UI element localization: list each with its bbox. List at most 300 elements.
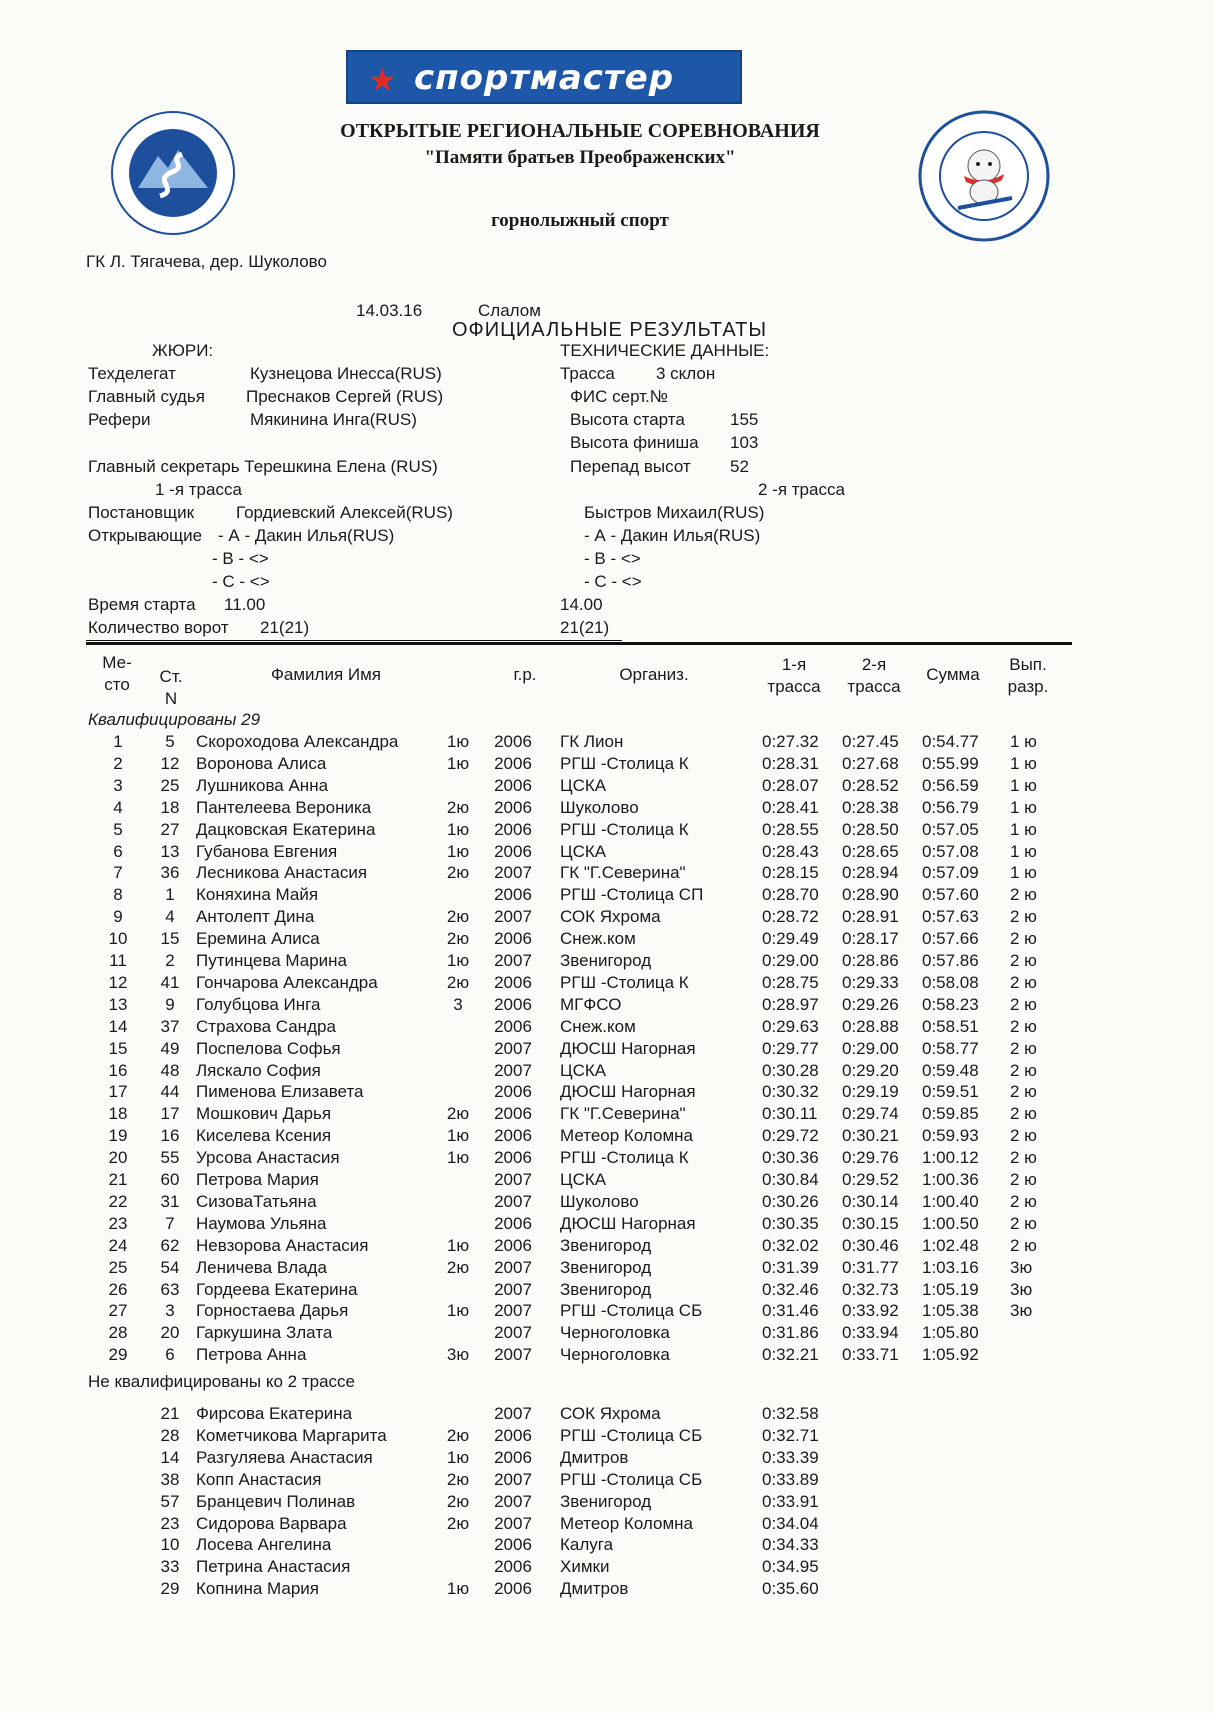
cell-run1: 0:29.49 bbox=[762, 929, 819, 948]
cell-total: 0:57.63 bbox=[922, 907, 979, 926]
cell-club: Звенигород bbox=[560, 1236, 652, 1255]
cell-name: Гончарова Александра bbox=[196, 973, 378, 992]
cell-yob: 2006 bbox=[494, 929, 532, 948]
star-icon: ★ bbox=[368, 62, 397, 98]
cell-total: 0:56.59 bbox=[922, 776, 979, 795]
cell-bib: 12 bbox=[160, 754, 180, 773]
fis-label: ФИС серт.№ bbox=[570, 387, 669, 406]
cell-category: 1ю bbox=[446, 951, 470, 970]
cell-name: Мошкович Дарья bbox=[196, 1104, 332, 1123]
cell-total: 1:05.80 bbox=[922, 1323, 979, 1342]
cell-rank: 2 ю bbox=[1010, 1236, 1037, 1255]
cell-category: 3ю bbox=[446, 1345, 470, 1364]
cell-yob: 2007 bbox=[494, 1514, 532, 1533]
cell-category: 1ю bbox=[446, 732, 470, 751]
cell-club: ГК Лион bbox=[560, 732, 624, 751]
cell-bib: 20 bbox=[160, 1323, 180, 1342]
cell-category: 1ю bbox=[446, 1236, 470, 1255]
cell-name: Поспелова Софья bbox=[196, 1039, 341, 1058]
cell-total: 0:59.48 bbox=[922, 1061, 979, 1080]
cell-total: 0:57.66 bbox=[922, 929, 979, 948]
cell-run1: 0:29.00 bbox=[762, 951, 819, 970]
cell-name: Антолепт Дина bbox=[196, 907, 315, 926]
cell-yob: 2006 bbox=[494, 1214, 532, 1233]
cell-club: Черноголовка bbox=[560, 1345, 670, 1364]
cell-total: 1:00.40 bbox=[922, 1192, 979, 1211]
cell-rank: 2 ю bbox=[1010, 907, 1037, 926]
cell-category: 2ю bbox=[446, 1426, 470, 1445]
cell-category: 1ю bbox=[446, 820, 470, 839]
run2-forerunner-b: - В - <> bbox=[584, 549, 641, 568]
cell-total: 0:58.08 bbox=[922, 973, 979, 992]
run2-forerunner-c: - С - <> bbox=[584, 572, 642, 591]
cell-bib: 13 bbox=[160, 842, 180, 861]
run2-start-time: 14.00 bbox=[560, 595, 603, 614]
club-logo bbox=[918, 110, 1050, 242]
cell-yob: 2006 bbox=[494, 1236, 532, 1255]
cell-place: 15 bbox=[108, 1039, 128, 1058]
cell-total: 1:02.48 bbox=[922, 1236, 979, 1255]
cell-run1: 0:30.11 bbox=[762, 1104, 818, 1123]
cell-run1: 0:33.91 bbox=[762, 1492, 819, 1511]
cell-run1: 0:34.33 bbox=[762, 1535, 819, 1554]
cell-run2: 0:27.45 bbox=[842, 732, 899, 751]
cell-rank: 1 ю bbox=[1010, 820, 1037, 839]
cell-yob: 2007 bbox=[494, 863, 532, 882]
cell-run2: 0:29.26 bbox=[842, 995, 899, 1014]
cell-total: 0:57.86 bbox=[922, 951, 979, 970]
cell-rank: 2 ю bbox=[1010, 995, 1037, 1014]
cell-club: Черноголовка bbox=[560, 1323, 670, 1342]
cell-rank: 2 ю bbox=[1010, 1214, 1037, 1233]
cell-club: ГК "Г.Северина" bbox=[560, 1104, 686, 1123]
cell-club: Метеор Коломна bbox=[560, 1514, 694, 1533]
cell-yob: 2006 bbox=[494, 973, 532, 992]
cell-category: 2ю bbox=[446, 1470, 470, 1489]
cell-rank: 2 ю bbox=[1010, 1082, 1037, 1101]
cell-category: 1ю bbox=[446, 842, 470, 861]
cell-club: РГШ -Столица К bbox=[560, 820, 689, 839]
cell-name: Урсова Анастасия bbox=[196, 1148, 340, 1167]
cell-yob: 2006 bbox=[494, 798, 532, 817]
cell-total: 1:00.12 bbox=[922, 1148, 979, 1167]
cell-category: 3 bbox=[453, 995, 463, 1014]
cell-run1: 0:28.15 bbox=[762, 863, 819, 882]
cell-name: Путинцева Марина bbox=[196, 951, 348, 970]
vertical-drop-label: Перепад высот bbox=[570, 457, 691, 476]
cell-run2: 0:29.00 bbox=[842, 1039, 899, 1058]
col-place-header: Ме- сто bbox=[102, 653, 132, 694]
cell-club: Дмитров bbox=[560, 1579, 629, 1598]
cell-run1: 0:34.04 bbox=[762, 1514, 819, 1533]
cell-rank: 3ю bbox=[1010, 1301, 1033, 1320]
cell-run2: 0:31.77 bbox=[842, 1258, 899, 1277]
track-label: Трасса bbox=[560, 364, 615, 383]
cell-club: МГФСО bbox=[560, 995, 622, 1014]
jury-role: Рефери bbox=[88, 410, 151, 429]
cell-name: Фирсова Екатерина bbox=[196, 1404, 353, 1423]
cell-bib: 38 bbox=[160, 1470, 180, 1489]
jury-role: Главный судья bbox=[88, 387, 205, 406]
sport-name: горнолыжный спорт bbox=[491, 210, 669, 231]
discipline: Слалом bbox=[478, 301, 541, 320]
cell-run2: 0:28.94 bbox=[842, 863, 899, 882]
cell-rank: 1 ю bbox=[1010, 754, 1037, 773]
cell-club: ЦСКА bbox=[560, 776, 607, 795]
col-yob-header: г.р. bbox=[513, 665, 537, 684]
cell-category: 2ю bbox=[446, 907, 470, 926]
cell-total: 1:05.38 bbox=[922, 1301, 979, 1320]
cell-category: 2ю bbox=[446, 798, 470, 817]
cell-run2: 0:28.38 bbox=[842, 798, 899, 817]
cell-run1: 0:27.32 bbox=[762, 732, 819, 751]
cell-total: 0:59.85 bbox=[922, 1104, 979, 1123]
cell-name: Кометчикова Маргарита bbox=[196, 1426, 387, 1445]
cell-run1: 0:32.71 bbox=[762, 1426, 819, 1445]
cell-bib: 16 bbox=[160, 1126, 180, 1145]
cell-category: 1ю bbox=[446, 1148, 470, 1167]
cell-category: 2ю bbox=[446, 973, 470, 992]
cell-total: 1:00.50 bbox=[922, 1214, 979, 1233]
cell-run1: 0:28.75 bbox=[762, 973, 819, 992]
cell-name: Невзорова Анастасия bbox=[196, 1236, 369, 1255]
cell-bib: 49 bbox=[160, 1039, 180, 1058]
cell-run1: 0:33.89 bbox=[762, 1470, 819, 1489]
cell-bib: 60 bbox=[160, 1170, 180, 1189]
cell-bib: 2 bbox=[165, 951, 175, 970]
cell-yob: 2007 bbox=[494, 907, 532, 926]
cell-bib: 28 bbox=[160, 1426, 180, 1445]
cell-rank: 2 ю bbox=[1010, 1126, 1037, 1145]
cell-category: 2ю bbox=[446, 1104, 470, 1123]
cell-run2: 0:29.76 bbox=[842, 1148, 899, 1167]
cell-place: 26 bbox=[108, 1280, 128, 1299]
cell-run1: 0:32.21 bbox=[762, 1345, 819, 1364]
cell-run1: 0:32.02 bbox=[762, 1236, 819, 1255]
cell-place: 29 bbox=[108, 1345, 128, 1364]
cell-run2: 0:30.21 bbox=[842, 1126, 899, 1145]
cell-yob: 2006 bbox=[494, 885, 532, 904]
cell-yob: 2006 bbox=[494, 1448, 532, 1467]
cell-total: 1:05.92 bbox=[922, 1345, 979, 1364]
cell-club: РГШ -Столица К bbox=[560, 1148, 689, 1167]
cell-rank: 2 ю bbox=[1010, 1148, 1037, 1167]
cell-yob: 2007 bbox=[494, 1170, 532, 1189]
cell-place: 9 bbox=[113, 907, 123, 926]
cell-place: 22 bbox=[108, 1192, 128, 1211]
cell-category: 1ю bbox=[446, 1301, 470, 1320]
cell-run2: 0:29.33 bbox=[842, 973, 899, 992]
cell-total: 0:57.08 bbox=[922, 842, 979, 861]
start-time-label: Время старта bbox=[88, 595, 196, 614]
cell-rank: 2 ю bbox=[1010, 1104, 1037, 1123]
cell-run2: 0:33.92 bbox=[842, 1301, 899, 1320]
cell-club: ДЮСШ Нагорная bbox=[560, 1039, 696, 1058]
cell-yob: 2006 bbox=[494, 1104, 532, 1123]
cell-club: Снеж.ком bbox=[560, 929, 636, 948]
cell-rank: 3ю bbox=[1010, 1280, 1033, 1299]
col-rank-header: Вып. разр. bbox=[1007, 655, 1049, 696]
cell-total: 0:59.51 bbox=[922, 1082, 979, 1101]
cell-yob: 2006 bbox=[494, 1017, 532, 1036]
cell-run2: 0:29.74 bbox=[842, 1104, 899, 1123]
cell-run1: 0:31.46 bbox=[762, 1301, 819, 1320]
cell-place: 27 bbox=[108, 1301, 128, 1320]
chief-secretary: Главный секретарь Терешкина Елена (RUS) bbox=[88, 457, 438, 476]
run1-start-time: 11.00 bbox=[224, 595, 266, 614]
cell-rank: 2 ю bbox=[1010, 1061, 1037, 1080]
cell-name: Скороходова Александра bbox=[196, 732, 399, 751]
cell-run1: 0:34.95 bbox=[762, 1557, 819, 1576]
cell-bib: 29 bbox=[160, 1579, 180, 1598]
cell-run1: 0:30.28 bbox=[762, 1061, 819, 1080]
col-bib-header: Ст. N bbox=[159, 667, 183, 708]
cell-total: 0:54.77 bbox=[922, 732, 979, 751]
cell-club: РГШ -Столица СБ bbox=[560, 1470, 703, 1489]
run1-label: 1 -я трасса bbox=[155, 480, 242, 499]
run1-setter: Гордиевский Алексей(RUS) bbox=[236, 503, 453, 522]
cell-bib: 3 bbox=[165, 1301, 175, 1320]
jury-role: Техделегат bbox=[88, 364, 176, 383]
cell-yob: 2007 bbox=[494, 1280, 532, 1299]
cell-yob: 2006 bbox=[494, 776, 532, 795]
cell-run2: 0:33.94 bbox=[842, 1323, 899, 1342]
cell-name: Киселева Ксения bbox=[196, 1126, 332, 1145]
cell-club: РГШ -Столица К bbox=[560, 754, 689, 773]
cell-bib: 31 bbox=[160, 1192, 180, 1211]
cell-name: Петрова Мария bbox=[196, 1170, 319, 1189]
cell-category: 1ю bbox=[446, 1448, 470, 1467]
run2-forerunner-a: - А - Дакин Илья(RUS) bbox=[584, 526, 761, 545]
cell-name: Петрова Анна bbox=[196, 1345, 307, 1364]
cell-category: 1ю bbox=[446, 754, 470, 773]
cell-bib: 36 bbox=[160, 863, 180, 882]
cell-yob: 2007 bbox=[494, 1404, 532, 1423]
course-setter-label: Постановщик bbox=[88, 503, 195, 522]
cell-bib: 10 bbox=[160, 1535, 180, 1554]
cell-bib: 17 bbox=[160, 1104, 180, 1123]
results-title: ОФИЦИАЛЬНЫЕ РЕЗУЛЬТАТЫ bbox=[452, 319, 768, 341]
cell-rank: 1 ю bbox=[1010, 863, 1037, 882]
cell-place: 18 bbox=[108, 1104, 128, 1123]
cell-total: 1:05.19 bbox=[922, 1280, 979, 1299]
cell-run1: 0:32.58 bbox=[762, 1404, 819, 1423]
cell-category: 2ю bbox=[446, 1258, 470, 1277]
cell-bib: 18 bbox=[160, 798, 180, 817]
vertical-drop-value: 52 bbox=[730, 457, 749, 476]
cell-yob: 2007 bbox=[494, 1192, 532, 1211]
cell-bib: 21 bbox=[160, 1404, 180, 1423]
cell-run2: 0:28.52 bbox=[842, 776, 899, 795]
cell-yob: 2007 bbox=[494, 1258, 532, 1277]
jury-name: Мякинина Инга(RUS) bbox=[250, 410, 417, 429]
cell-name: Гаркушина Злата bbox=[196, 1323, 333, 1342]
cell-club: ДЮСШ Нагорная bbox=[560, 1082, 696, 1101]
cell-bib: 6 bbox=[165, 1345, 175, 1364]
cell-yob: 2006 bbox=[494, 1426, 532, 1445]
cell-rank: 2 ю bbox=[1010, 1192, 1037, 1211]
cell-run2: 0:30.14 bbox=[842, 1192, 899, 1211]
col-run2-header: 2-я трасса bbox=[847, 655, 901, 696]
col-club-header: Организ. bbox=[619, 665, 689, 684]
cell-bib: 23 bbox=[160, 1514, 180, 1533]
cell-run1: 0:29.72 bbox=[762, 1126, 819, 1145]
divider bbox=[86, 640, 622, 641]
cell-bib: 54 bbox=[160, 1258, 180, 1277]
cell-name: Страхова Сандра bbox=[196, 1017, 336, 1036]
cell-place: 14 bbox=[108, 1017, 128, 1036]
cell-place: 25 bbox=[108, 1258, 128, 1277]
cell-bib: 44 bbox=[160, 1082, 180, 1101]
cell-place: 11 bbox=[109, 951, 127, 970]
cell-name: Коняхина Майя bbox=[196, 885, 319, 904]
cell-club: ЦСКА bbox=[560, 1061, 607, 1080]
run1-forerunner-a: - А - Дакин Илья(RUS) bbox=[218, 526, 395, 545]
cell-place: 8 bbox=[113, 885, 123, 904]
not-qualified-label: Не квалифицированы ко 2 трассе bbox=[88, 1372, 355, 1391]
cell-run2: 0:28.86 bbox=[842, 951, 899, 970]
cell-place: 12 bbox=[108, 973, 128, 992]
cell-run1: 0:28.72 bbox=[762, 907, 819, 926]
cell-name: Пименова Елизавета bbox=[196, 1082, 364, 1101]
cell-club: Химки bbox=[560, 1557, 610, 1576]
cell-rank: 2 ю bbox=[1010, 1170, 1037, 1189]
cell-run1: 0:28.07 bbox=[762, 776, 819, 795]
cell-run1: 0:28.55 bbox=[762, 820, 819, 839]
brand-name: спортмастер bbox=[414, 58, 675, 98]
cell-run2: 0:27.68 bbox=[842, 754, 899, 773]
cell-run2: 0:28.17 bbox=[842, 929, 899, 948]
cell-run2: 0:28.88 bbox=[842, 1017, 899, 1036]
cell-name: Бранцевич Полинав bbox=[196, 1492, 356, 1511]
cell-club: РГШ -Столица СП bbox=[560, 885, 704, 904]
sportmaster-logo bbox=[346, 50, 742, 104]
cell-yob: 2007 bbox=[494, 1323, 532, 1342]
cell-name: Сидорова Варвара bbox=[196, 1514, 347, 1533]
col-total-header: Сумма bbox=[926, 665, 980, 684]
cell-name: Копнина Мария bbox=[196, 1579, 319, 1598]
col-name-header: Фамилия Имя bbox=[270, 665, 382, 684]
start-height-label: Высота старта bbox=[570, 410, 685, 429]
cell-category: 1ю bbox=[446, 1126, 470, 1145]
cell-yob: 2007 bbox=[494, 1301, 532, 1320]
qualified-label: Квалифицированы 29 bbox=[88, 710, 261, 729]
cell-yob: 2007 bbox=[494, 1061, 532, 1080]
cell-club: Шуколово bbox=[560, 798, 639, 817]
cell-run2: 0:32.73 bbox=[842, 1280, 899, 1299]
cell-run2: 0:30.46 bbox=[842, 1236, 899, 1255]
cell-place: 5 bbox=[113, 820, 123, 839]
jury-name: Кузнецова Инесса(RUS) bbox=[250, 364, 442, 383]
cell-name: Гордеева Екатерина bbox=[196, 1280, 358, 1299]
cell-club: Шуколово bbox=[560, 1192, 639, 1211]
cell-yob: 2006 bbox=[494, 1535, 532, 1554]
cell-club: СОК Яхрома bbox=[560, 1404, 661, 1423]
cell-run1: 0:28.70 bbox=[762, 885, 819, 904]
finish-height-label: Высота финиша bbox=[570, 433, 699, 452]
cell-run1: 0:28.31 bbox=[762, 754, 819, 773]
cell-yob: 2006 bbox=[494, 732, 532, 751]
cell-yob: 2007 bbox=[494, 1039, 532, 1058]
cell-run1: 0:30.32 bbox=[762, 1082, 819, 1101]
cell-yob: 2006 bbox=[494, 1557, 532, 1576]
cell-name: Еремина Алиса bbox=[196, 929, 320, 948]
cell-name: Ляскало София bbox=[196, 1061, 321, 1080]
cell-run1: 0:31.86 bbox=[762, 1323, 819, 1342]
cell-yob: 2007 bbox=[494, 1492, 532, 1511]
cell-run1: 0:33.39 bbox=[762, 1448, 819, 1467]
cell-total: 0:56.79 bbox=[922, 798, 979, 817]
cell-place: 7 bbox=[113, 863, 123, 882]
cell-yob: 2007 bbox=[494, 1470, 532, 1489]
cell-yob: 2007 bbox=[494, 951, 532, 970]
cell-bib: 15 bbox=[160, 929, 180, 948]
cell-yob: 2007 bbox=[494, 1345, 532, 1364]
cell-place: 13 bbox=[108, 995, 128, 1014]
cell-run1: 0:32.46 bbox=[762, 1280, 819, 1299]
jury-name: Преснаков Сергей (RUS) bbox=[246, 387, 444, 406]
cell-name: Копп Анастасия bbox=[196, 1470, 322, 1489]
cell-run2: 0:30.15 bbox=[842, 1214, 899, 1233]
cell-category: 2ю bbox=[446, 863, 470, 882]
cell-category: 2ю bbox=[446, 1514, 470, 1533]
cell-place: 24 bbox=[108, 1236, 128, 1255]
cell-bib: 63 bbox=[160, 1280, 180, 1299]
cell-yob: 2006 bbox=[494, 754, 532, 773]
cell-place: 3 bbox=[113, 776, 123, 795]
run1-forerunner-b: - В - <> bbox=[212, 549, 269, 568]
run1-forerunner-c: - С - <> bbox=[212, 572, 270, 591]
cell-rank: 3ю bbox=[1010, 1258, 1033, 1277]
event-title: ОТКРЫТЫЕ РЕГИОНАЛЬНЫЕ СОРЕВНОВАНИЯ bbox=[340, 120, 820, 142]
venue: ГК Л. Тягачева, дер. Шуколово bbox=[86, 252, 327, 271]
cell-place: 1 bbox=[113, 732, 123, 751]
cell-run1: 0:30.36 bbox=[762, 1148, 819, 1167]
cell-run1: 0:30.26 bbox=[762, 1192, 819, 1211]
cell-rank: 2 ю bbox=[1010, 973, 1037, 992]
run2-setter: Быстров Михаил(RUS) bbox=[584, 503, 765, 522]
cell-place: 6 bbox=[113, 842, 123, 861]
cell-rank: 2 ю bbox=[1010, 929, 1037, 948]
cell-name: Лосева Ангелина bbox=[196, 1535, 332, 1554]
cell-bib: 14 bbox=[160, 1448, 180, 1467]
cell-name: Наумова Ульяна bbox=[196, 1214, 327, 1233]
cell-run1: 0:31.39 bbox=[762, 1258, 819, 1277]
cell-rank: 1 ю bbox=[1010, 732, 1037, 751]
cell-rank: 2 ю bbox=[1010, 885, 1037, 904]
cell-club: Звенигород bbox=[560, 1258, 652, 1277]
cell-name: Петрина Анастасия bbox=[196, 1557, 351, 1576]
cell-rank: 1 ю bbox=[1010, 798, 1037, 817]
cell-club: Метеор Коломна bbox=[560, 1126, 694, 1145]
cell-total: 0:59.93 bbox=[922, 1126, 979, 1145]
cell-name: Голубцова Инга bbox=[196, 995, 321, 1014]
run1-gates: 21(21) bbox=[260, 618, 310, 637]
cell-run1: 0:29.63 bbox=[762, 1017, 819, 1036]
cell-place: 19 bbox=[108, 1126, 128, 1145]
cell-bib: 33 bbox=[160, 1557, 180, 1576]
cell-total: 0:57.05 bbox=[922, 820, 979, 839]
cell-name: Дацковская Екатерина bbox=[196, 820, 376, 839]
cell-run1: 0:28.41 bbox=[762, 798, 819, 817]
cell-place: 20 bbox=[108, 1148, 128, 1167]
cell-total: 0:58.23 bbox=[922, 995, 979, 1014]
cell-name: Пантелеева Вероника bbox=[196, 798, 372, 817]
cell-yob: 2006 bbox=[494, 1579, 532, 1598]
event-subtitle: "Памяти братьев Преображенских" bbox=[424, 147, 736, 168]
cell-bib: 5 bbox=[165, 732, 175, 751]
track-value: 3 склон bbox=[656, 364, 716, 383]
